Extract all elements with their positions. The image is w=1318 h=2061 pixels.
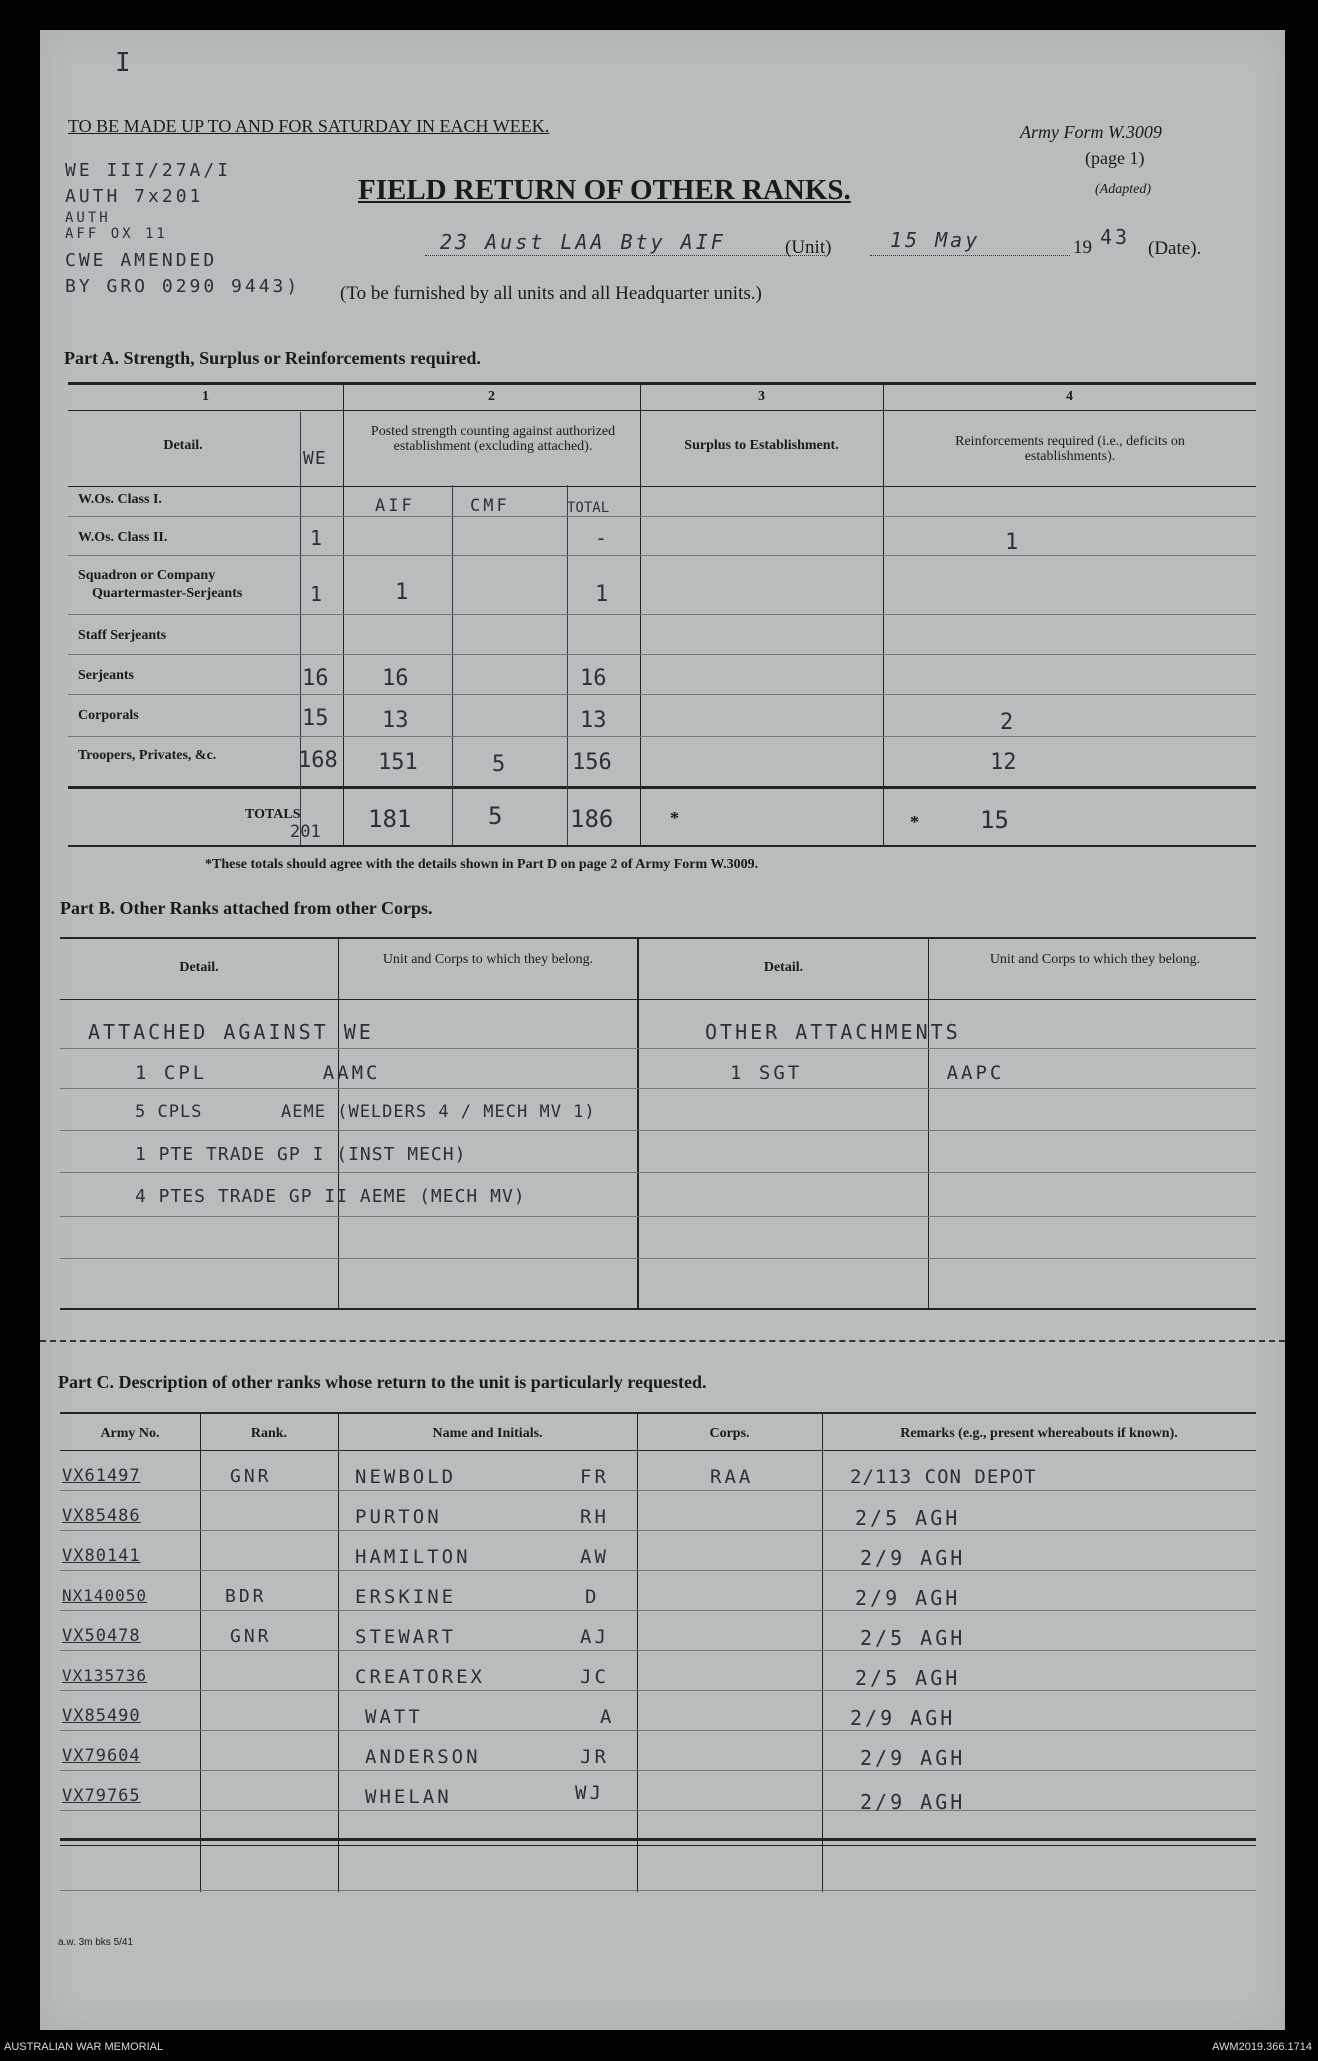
surname: CREATOREX	[355, 1666, 485, 1688]
sub-col-total: TOTAL	[567, 500, 610, 516]
note-line: WE III/27A/I	[65, 160, 232, 181]
part-c-col-armyno: Army No.	[100, 1426, 160, 1441]
remarks: 2/5 AGH	[860, 1626, 966, 1650]
sub-col-aif: AIF	[375, 496, 415, 516]
we-value: 16	[302, 666, 329, 691]
date-dotted-line	[870, 255, 1070, 256]
row-label: Corporals	[78, 708, 139, 723]
footer-accession: AWM2019.366.1714	[1212, 2041, 1312, 2053]
note-line: CWE AMENDED	[65, 250, 218, 271]
cmf-value: 5	[492, 752, 509, 777]
initials: RH	[580, 1506, 609, 1528]
aif-value: 16	[382, 666, 409, 691]
surname: HAMILTON	[355, 1546, 471, 1568]
unit-value: 23 Aust LAA Bty AIF	[440, 230, 726, 254]
total-value: 156	[572, 750, 612, 775]
army-no: NX140050	[62, 1586, 148, 1605]
form-sheet	[40, 30, 1285, 2030]
note-line: AUTH 7x201	[65, 186, 204, 207]
rank: GNR	[230, 1626, 272, 1647]
army-no: VX135736	[62, 1666, 148, 1685]
surname: STEWART	[355, 1626, 457, 1648]
part-b-col-detail: Detail.	[179, 960, 219, 975]
totals-aif: 181	[368, 805, 412, 833]
reinf-value: 1	[1005, 530, 1022, 555]
corps: RAA	[710, 1466, 754, 1488]
army-no: VX85486	[62, 1506, 141, 1526]
surname: ERSKINE	[355, 1586, 457, 1608]
part-c-col-name: Name and Initials.	[432, 1426, 543, 1441]
row-label: W.Os. Class II.	[78, 530, 168, 545]
form-number: Army Form W.3009	[1020, 122, 1162, 142]
part-b-col-unit: Unit and Corps to which they belong.	[382, 952, 594, 967]
we-value: 168	[298, 748, 338, 773]
unit-label: (Unit)	[785, 237, 832, 258]
reinf-value: 2	[1000, 710, 1017, 735]
date-label: (Date).	[1148, 238, 1202, 259]
we-value: 1	[310, 582, 326, 606]
initials: AJ	[580, 1626, 609, 1648]
totals-we: 201	[290, 822, 321, 842]
year-value: 43	[1100, 225, 1131, 249]
tear-line	[40, 1340, 1285, 1342]
totals-reinf-mark: *	[910, 812, 919, 832]
army-no: VX79765	[62, 1786, 141, 1806]
other-attach-entry: 1 SGT AAPC	[730, 1062, 1005, 1084]
furnished-note: (To be furnished by all units and all Headquarter units.)	[340, 283, 762, 304]
reinf-value: 12	[990, 750, 1017, 775]
attached-entry: 4 PTES TRADE GP II AEME (MECH MV)	[135, 1186, 526, 1207]
row-label: Serjeants	[78, 668, 134, 683]
part-a-heading: Part A. Strength, Surplus or Reinforcements required.	[64, 348, 481, 368]
col-number: 4	[1066, 389, 1073, 404]
remarks: 2/5 AGH	[855, 1506, 961, 1530]
row-label: Staff Serjeants	[78, 628, 167, 643]
attached-entry: 1 CPL AAMC	[135, 1062, 381, 1084]
initials: A	[600, 1706, 615, 1728]
initials: FR	[580, 1466, 609, 1488]
totals-cmf: 5	[488, 802, 506, 830]
handwritten-notes	[65, 158, 355, 300]
note-line: BY GRO 0290 9443)	[65, 276, 301, 297]
army-no: VX61497	[62, 1466, 141, 1486]
surname: WHELAN	[365, 1786, 452, 1808]
note-line: AFF OX 11	[65, 226, 168, 242]
initials: WJ	[575, 1782, 604, 1804]
other-attach-heading: OTHER ATTACHMENTS	[705, 1020, 961, 1044]
initials: D	[585, 1586, 600, 1608]
row-label: Troopers, Privates, &c.	[78, 748, 217, 763]
part-b-col-detail-2: Detail.	[763, 960, 804, 975]
col-surplus-header: Surplus to Establishment.	[684, 438, 839, 453]
rank: BDR	[225, 1586, 267, 1607]
page-mark: I	[115, 48, 134, 78]
rank: GNR	[230, 1466, 272, 1487]
army-no: VX50478	[62, 1626, 141, 1646]
total-value: 16	[580, 666, 607, 691]
date-value: 15 May	[890, 228, 981, 252]
sub-col-cmf: CMF	[470, 496, 510, 516]
total-value: 13	[580, 708, 607, 733]
initials: JC	[580, 1666, 609, 1688]
part-b-col-unit-2: Unit and Corps to which they belong.	[989, 952, 1201, 967]
attached-entry: 1 PTE TRADE GP I (INST MECH)	[135, 1144, 467, 1165]
remarks: 2/9 AGH	[860, 1790, 966, 1814]
part-b-heading: Part B. Other Ranks attached from other Corps.	[60, 898, 433, 918]
army-no: VX80141	[62, 1546, 141, 1566]
col-detail-header: Detail.	[163, 438, 203, 453]
remarks: 2/9 AGH	[860, 1546, 966, 1570]
remarks: 2/9 AGH	[860, 1746, 966, 1770]
surname: PURTON	[355, 1506, 442, 1528]
note-line: AUTH	[65, 210, 111, 226]
page-title: FIELD RETURN OF OTHER RANKS.	[358, 174, 851, 206]
row-label: W.Os. Class I.	[78, 492, 162, 507]
part-c-col-corps: Corps.	[709, 1426, 750, 1441]
part-c-heading: Part C. Description of other ranks whose return to the unit is particularly requested.	[58, 1372, 707, 1392]
totals-reinf: 15	[980, 806, 1009, 834]
col-reinf-header: Reinforcements required (i.e., deficits on establishments).	[955, 434, 1185, 464]
surname: ANDERSON	[365, 1746, 481, 1768]
printer-mark: a.w. 3m bks 5/41	[58, 1937, 134, 1948]
instruction: TO BE MADE UP TO AND FOR SATURDAY IN EACH WEEK.	[68, 116, 550, 136]
aif-value: 1	[395, 580, 412, 605]
remarks: 2/113 CON DEPOT	[850, 1466, 1037, 1488]
row-label-cont: Quartermaster-Serjeants	[92, 586, 243, 601]
col-number: 2	[488, 389, 495, 404]
we-value: 15	[302, 706, 329, 731]
part-c-col-rank: Rank.	[250, 1426, 288, 1441]
totals-surplus-mark: *	[670, 808, 679, 828]
total-value: -	[595, 526, 611, 550]
part-a-footnote: *These totals should agree with the details shown in Part D on page 2 of Army Form W.3009.	[205, 857, 759, 872]
surname: WATT	[365, 1706, 423, 1728]
col-number: 3	[758, 389, 765, 404]
total-value: 1	[595, 582, 612, 607]
initials: AW	[580, 1546, 609, 1568]
unit-dotted-line	[425, 255, 825, 256]
row-label: Squadron or Company	[78, 568, 216, 583]
remarks: 2/5 AGH	[855, 1666, 961, 1690]
totals-label: TOTALS	[245, 807, 301, 822]
aif-value: 13	[382, 708, 409, 733]
initials: JR	[580, 1746, 609, 1768]
part-c-col-remarks: Remarks (e.g., present whereabouts if known).	[900, 1426, 1178, 1441]
col-posted-header: Posted strength counting against authorized establishment (excluding attached).	[370, 424, 616, 454]
footer-credit: AUSTRALIAN WAR MEMORIAL	[4, 2041, 164, 2053]
year-prefix: 19	[1073, 237, 1092, 258]
totals-total: 186	[570, 805, 614, 833]
army-no: VX85490	[62, 1706, 141, 1726]
surname: NEWBOLD	[355, 1466, 457, 1488]
remarks: 2/9 AGH	[855, 1586, 961, 1610]
remarks: 2/9 AGH	[850, 1706, 956, 1730]
page-number: (page 1)	[1085, 148, 1145, 168]
attached-heading: ATTACHED AGAINST WE	[88, 1020, 374, 1044]
attached-entry: 5 CPLS AEME (WELDERS 4 / MECH MV 1)	[135, 1102, 596, 1122]
we-header: WE	[303, 448, 327, 469]
army-no: VX79604	[62, 1746, 141, 1766]
adapted-label: (Adapted)	[1095, 182, 1151, 197]
col-number: 1	[202, 389, 209, 404]
we-value: 1	[310, 526, 326, 550]
aif-value: 151	[378, 750, 418, 775]
